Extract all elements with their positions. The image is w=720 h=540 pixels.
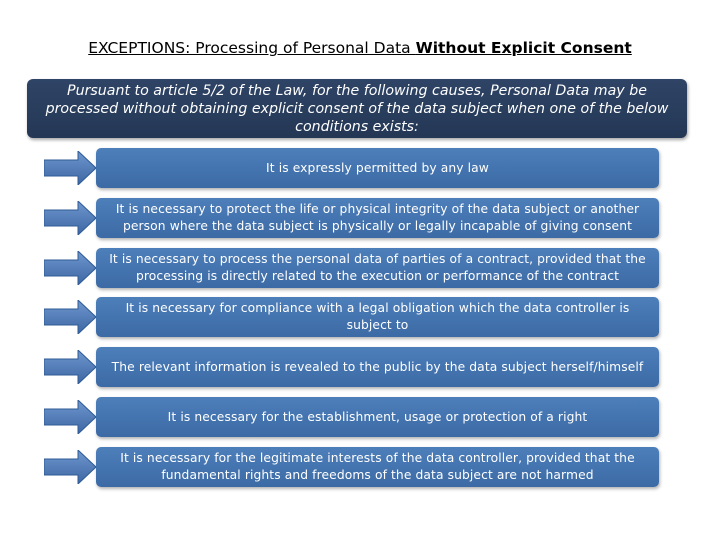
right-arrow-icon	[44, 450, 96, 484]
condition-box: It is necessary for the establishment, usage or protection of a right	[96, 397, 659, 437]
right-arrow-icon	[44, 300, 96, 334]
title-emphasis: Without Explicit Consent	[415, 39, 632, 57]
condition-box: The relevant information is revealed to the public by the data subject herself/himself	[96, 347, 659, 387]
condition-box: It is necessary to protect the life or physical integrity of the data subject or another person where the data subject is physically or legally incapable of giving consent	[96, 198, 659, 238]
right-arrow-icon	[44, 400, 96, 434]
page-title	[0, 38, 720, 58]
right-arrow-icon	[44, 151, 96, 185]
right-arrow-icon	[44, 350, 96, 384]
right-arrow-icon	[44, 201, 96, 235]
condition-box: It is expressly permitted by any law	[96, 148, 659, 188]
title-main: EXCEPTIONS: Processing of Personal Data	[88, 39, 416, 57]
right-arrow-icon	[44, 251, 96, 285]
condition-box: It is necessary to process the personal data of parties of a contract, provided that the processing is directly related to the execution or performance of the contract	[96, 248, 659, 288]
intro-box: Pursuant to article 5/2 of the Law, for the following causes, Personal Data may be processed without obtaining explicit consent of the data subject when one of the below conditions exists:	[27, 79, 687, 138]
condition-box: It is necessary for compliance with a legal obligation which the data controller is subject to	[96, 297, 659, 337]
condition-box: It is necessary for the legitimate interests of the data controller, provided that the fundamental rights and freedoms of the data subject are not harmed	[96, 447, 659, 487]
